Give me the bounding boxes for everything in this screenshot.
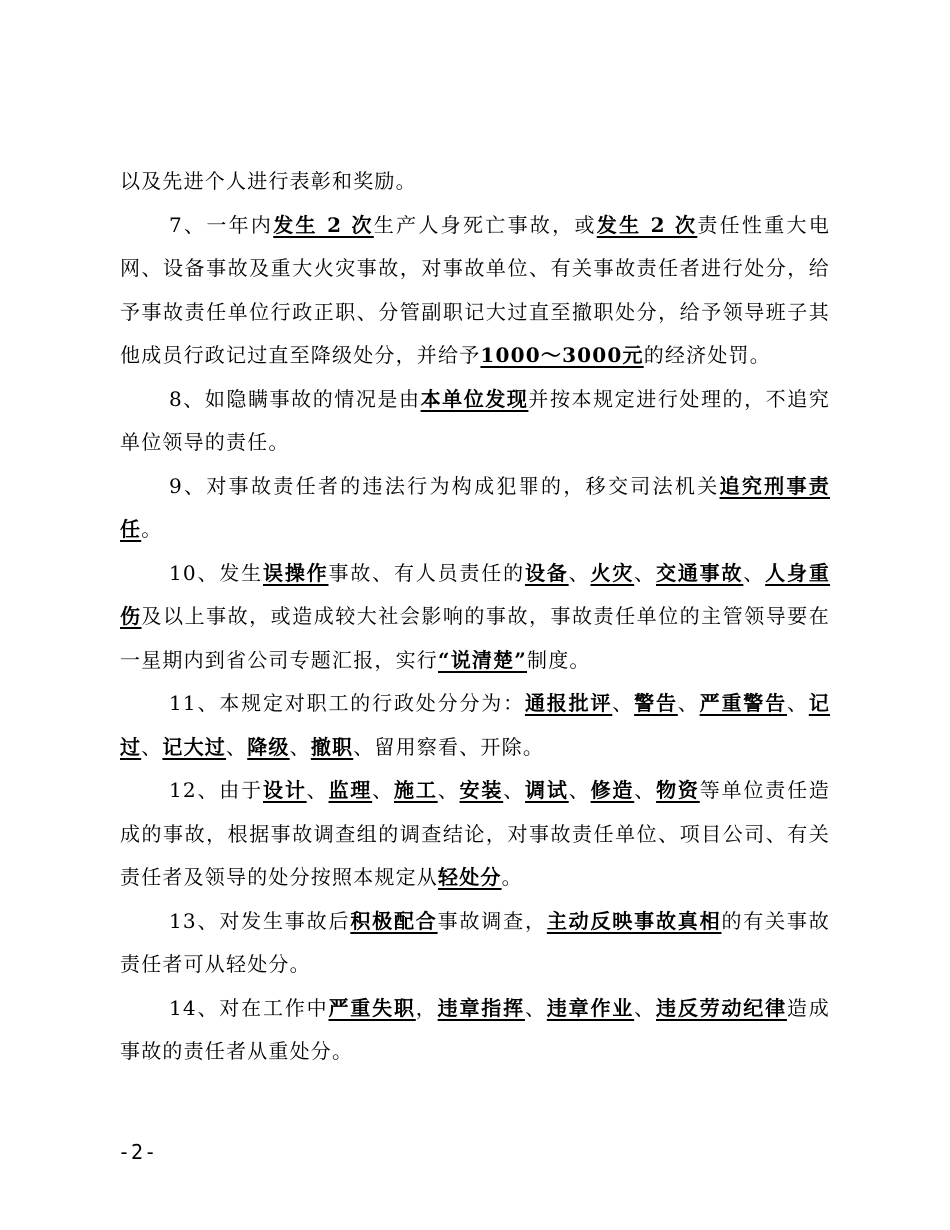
text-run: 的经济处罚。: [643, 343, 771, 367]
text-run: 事故调查，: [437, 908, 547, 933]
text-run: 、: [306, 778, 329, 802]
emphasized-text: 人身重伤: [120, 560, 831, 628]
text-run: 、: [503, 778, 526, 802]
emphasized-text: 追究刑事责任: [120, 473, 830, 541]
emphasized-text: 监理: [328, 778, 373, 802]
emphasized-text: 积极配合: [350, 908, 438, 933]
text-run: 7、一年内: [169, 212, 274, 237]
text-run: 、: [372, 778, 395, 802]
text-run: 、: [677, 691, 700, 715]
emphasized-text: 严重失职: [328, 995, 416, 1020]
emphasized-text: 违反劳动纪律: [655, 995, 787, 1020]
paragraph: [120, 682, 830, 769]
paragraph: [120, 987, 830, 1074]
text-run: 造成事故的责任者从重处分。: [120, 995, 830, 1063]
text-run: 、: [141, 734, 163, 759]
emphasized-text: 通报批评: [524, 691, 613, 715]
text-run: 、: [226, 734, 248, 759]
text-run: 的有关事故责任者可从轻处分。: [120, 908, 830, 976]
text-run: 、: [612, 691, 635, 715]
emphasized-text: 降级: [247, 734, 290, 759]
emphasized-text: 本单位发现: [420, 386, 529, 411]
emphasized-text: 设计: [262, 778, 307, 802]
text-run: 、: [568, 778, 591, 802]
text-run: 12、由于: [169, 778, 263, 802]
document-body: [120, 160, 830, 1074]
emphasized-text: 施工: [394, 778, 438, 802]
emphasized-text: 警告: [634, 691, 678, 715]
text-run: 责任性重大电网、设备事故及重大火灾事故，对事故单位、有关事故责任者进行处分，给予事故责任单位行政正职、分管副职记大过直至撤职处分，给予领导班子其他成员行政记过直至降级处分，并给予: [120, 212, 831, 367]
text-run: 事故、有人员责任的: [328, 560, 525, 585]
emphasized-text: 主动反映事故真相: [546, 908, 722, 933]
text-run: 9、对事故责任者的违法行为构成犯罪的，移交司法机关: [169, 473, 720, 498]
emphasized-text: 误操作: [262, 560, 329, 585]
text-run: 14、对在工作中: [169, 995, 329, 1020]
text-run: 13、对发生事故后: [169, 908, 351, 933]
text-run: 、: [634, 778, 657, 802]
paragraph: [120, 204, 830, 378]
text-run: 、: [786, 691, 809, 715]
emphasized-text: 撤职: [310, 734, 354, 759]
emphasized-text: 违章作业: [546, 995, 635, 1020]
paragraph: [120, 465, 830, 552]
paragraph: [120, 552, 830, 683]
emphasized-text: 安装: [459, 778, 504, 802]
emphasized-text: 违章指挥: [437, 995, 525, 1020]
text-run: 8、如隐瞒事故的情况是由: [169, 386, 421, 411]
text-run: 及以上事故，或造成较大社会影响的事故，事故责任单位的主管领导要在一星期内到省公司专题汇报，实行: [120, 604, 830, 672]
emphasized-text: 设备: [524, 560, 569, 585]
emphasized-text: 调试: [525, 778, 569, 802]
text-run: 、: [634, 560, 656, 585]
text-run: 11、本规定对职工的行政处分分为：: [169, 691, 525, 715]
text-run: 并按本规定进行处理的，不追究单位领导的责任。: [120, 386, 830, 454]
emphasized-text: 火灾: [590, 560, 635, 585]
text-run: 、: [634, 995, 656, 1020]
paragraph: [120, 769, 830, 900]
emphasized-text: 记大过: [162, 734, 227, 759]
text-run: 、: [743, 560, 766, 585]
text-run: ，: [415, 995, 438, 1020]
text-run: 。: [141, 517, 163, 541]
text-run: 。: [501, 865, 523, 889]
text-run: 10、发生: [169, 560, 263, 585]
emphasized-text: 记过: [120, 691, 831, 759]
text-run: 、: [289, 734, 311, 759]
paragraph: [120, 378, 830, 465]
text-run: 生产人身死亡事故，或: [373, 212, 597, 237]
text-run: 、: [524, 995, 547, 1020]
text-run: 制度。: [527, 647, 591, 672]
emphasized-text: 物资: [656, 778, 700, 802]
text-run: 以及先进个人进行表彰和奖励。: [120, 169, 417, 193]
text-run: 等单位责任造成的事故，根据事故调查组的调查结论，对事故责任单位、项目公司、有关责任者及领导的处分按照本规定从: [120, 778, 831, 889]
emphasized-text: 交通事故: [656, 560, 744, 585]
emphasized-text: 1000～3000元: [480, 343, 644, 367]
emphasized-text: 修造: [590, 778, 635, 802]
emphasized-text: 发生 2 次: [273, 212, 374, 237]
text-run: 、留用察看、开除。: [353, 734, 545, 759]
emphasized-text: “说清楚”: [438, 647, 528, 672]
text-run: 、: [568, 560, 591, 585]
emphasized-text: 轻处分: [438, 865, 502, 889]
emphasized-text: 严重警告: [699, 691, 787, 715]
text-run: 、: [437, 778, 460, 802]
page-number: -2-: [118, 1140, 158, 1164]
emphasized-text: 发生 2 次: [596, 212, 698, 237]
paragraph: [120, 900, 830, 987]
paragraph: [120, 160, 830, 204]
